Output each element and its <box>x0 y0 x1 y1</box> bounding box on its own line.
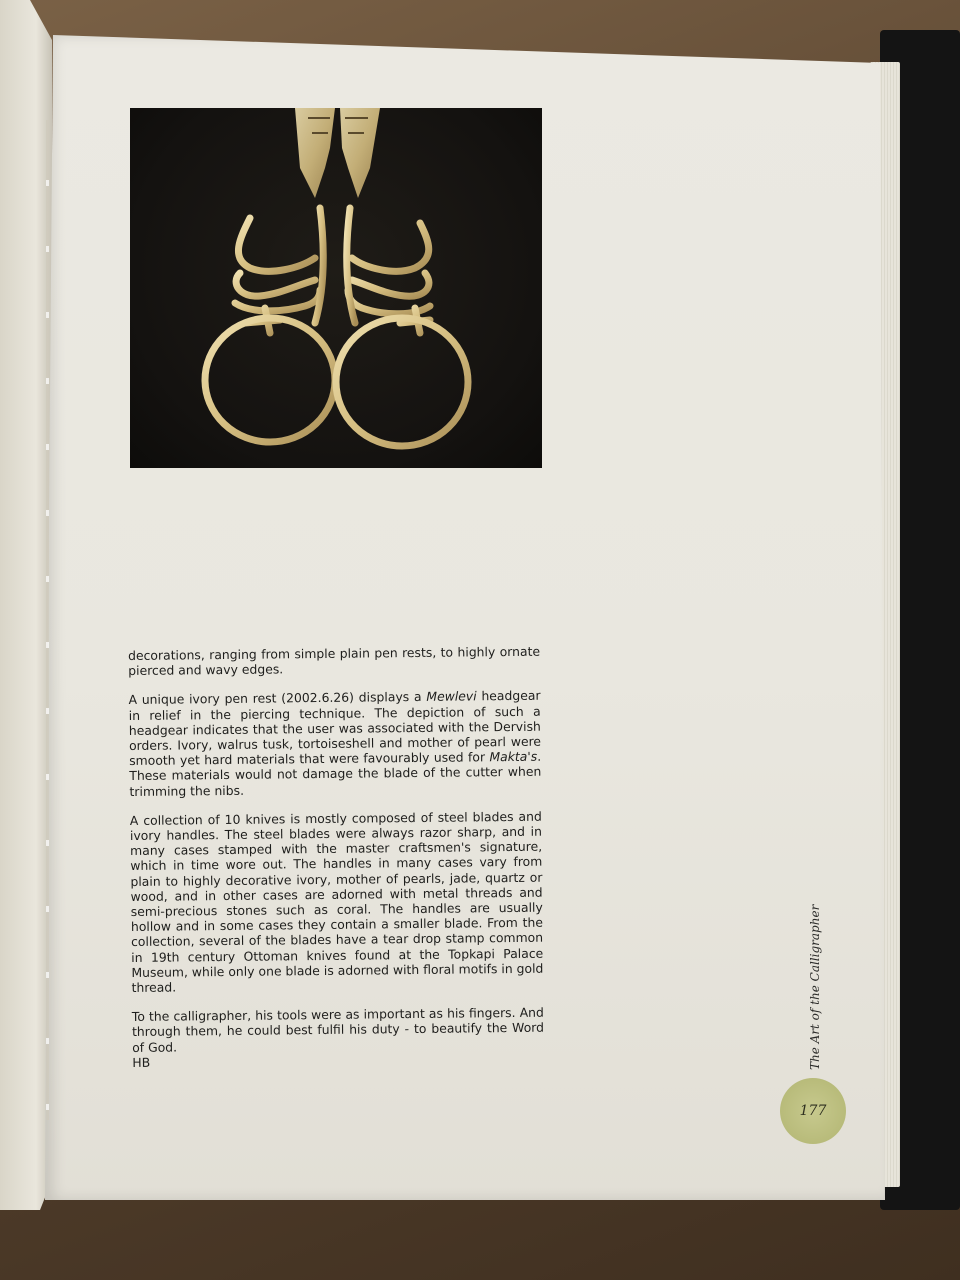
article-text <box>128 644 544 1070</box>
paragraph-2-part-3: . These materials would not damage the blade of the cutter when trimming the nibs. <box>129 748 542 799</box>
paragraph-2-italic-2: Makta's <box>489 748 538 765</box>
paragraph-2-part-2: headgear in relief in the piercing technique. The depiction of such a headgear indicates that the user was associated with the Dervish orders. Ivory, walrus tusk, tortoiseshell and mother of pearl were smooth yet hard materials that were favourably used for <box>128 688 542 769</box>
running-title: The Art of the Calligrapher <box>808 904 822 1070</box>
page-number: 177 <box>799 1103 827 1119</box>
paragraph-2 <box>128 688 541 799</box>
page-number-badge <box>780 1078 846 1144</box>
paragraph-1: decorations, ranging from simple plain pen rests, to highly ornate pierced and wavy edges. <box>128 643 541 679</box>
paragraph-4: To the calligrapher, his tools were as important as his fingers. And through them, he could best fulfil his duty - to beautify the Word of God. <box>131 1004 545 1055</box>
spine-stitching <box>46 120 49 1120</box>
paragraph-2-italic-1: Mewlevi <box>426 688 477 705</box>
paragraph-2-part-1: A unique ivory pen rest (2002.6.26) displays a <box>128 689 427 708</box>
paragraph-3: A collection of 10 knives is mostly composed of steel blades and ivory handles. The steel blades were always razor sharp, and in many cases stamped with the master craftsmen's signature, which in time wore out. The handles in many cases vary from plain to highly decorative ivory, mother of pearls, jade, quartz or wood, and in other cases are adorned with metal threads and semi-precious stones such as coral. The handles are usually hollow and in some cases they contain a smaller blade. From the collection, several of the blades have a tear drop stamp common in 19th century Ottoman knives found at the Topkapi Palace Museum, while only one blade is adorned with floral motifs in gold thread. <box>129 808 544 996</box>
scissors-illustration <box>130 108 542 468</box>
calligraphic-scissors-photo <box>130 108 542 468</box>
author-initials: HB <box>132 1054 151 1070</box>
